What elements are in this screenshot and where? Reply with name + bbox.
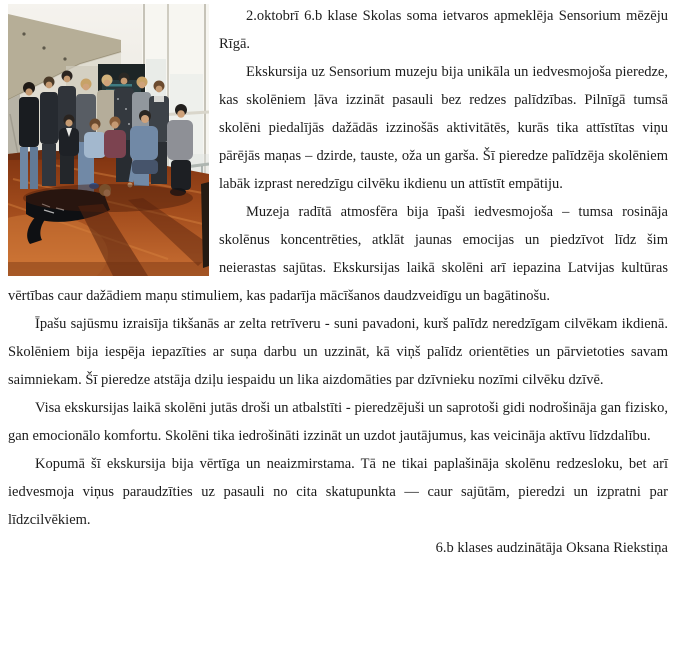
- signature-line: 6.b klases audzinātāja Oksana Riekstiņa: [435, 540, 668, 556]
- excursion-photo: [8, 4, 209, 276]
- paragraph-intro: 2.oktobrī 6.b klase Skolas soma ietvaros apmeklēja Sensorium mēzēju Rīgā.: [219, 8, 668, 52]
- paragraph-experience: Ekskursija uz Sensorium muzeju bija unikāla un iedvesmojoša pieredze, kas skolēniem ļāva izzināt pasauli bez redzes palīdzības. Pilnīgā tumsā skolēni piedalījās dažādās izzinošās aktivitātēs, kurās tika attīstītas viņu pārējās maņas – dzirde, tauste, oža un garša. Šī pieredze palīdzēja skolēniem labāk izprast neredzīgu cilvēku ikdienu un attīstīt empātiju.: [219, 64, 668, 192]
- paragraph-guide-dog: Īpašu sajūsmu izraisīja tikšanās ar zelta retrīveru - suni pavadoni, kurš palīdz neredzīgam cilvēkam ikdienā. Skolēniem bija iespēja iepazīties ar suņa darbu un uzzināt, kā viņš palīdz orientēties un pārvietoties savam saimniekam. Šī pieredze atstāja dziļu iespaidu un lika aizdomāties par dzīvnieku nozīmi cilvēku dzīvē.: [8, 316, 668, 388]
- paragraph-atmosphere: Muzeja radītā atmosfēra bija īpaši iedvesmojoša – tumsa rosināja skolēnus koncentrēties, atklāt jaunas emocijas un piedzīvot līdz šim neierastas sajūtas. Ekskursijas laikā skolēni arī iepazina Latvijas kultūras vērtības caur dažādiem maņu stimuliem, kas padarīja mācīšanos daudzveidīgu un bagātinošu.: [8, 204, 668, 304]
- paragraph-support: Visa ekskursijas laikā skolēni jutās droši un atbalstīti - pieredzējuši un saprotoši gidi nodrošināja gan fizisko, gan emocionālo komfortu. Skolēni tika iedrošināti izzināt un uzdot jautājumus, kas veicināja aktīvu līdzdalību.: [8, 400, 668, 444]
- photo-illustration: [8, 4, 209, 276]
- paragraph-conclusion: Kopumā šī ekskursija bija vērtīga un neaizmirstama. Tā ne tikai paplašināja skolēnu redzesloku, bet arī iedvesmoja viņus paraudzīties uz pasauli no cita skatupunkta — caur sajūtām, pieredzi un izpratni par līdzcilvēkiem.: [8, 456, 668, 528]
